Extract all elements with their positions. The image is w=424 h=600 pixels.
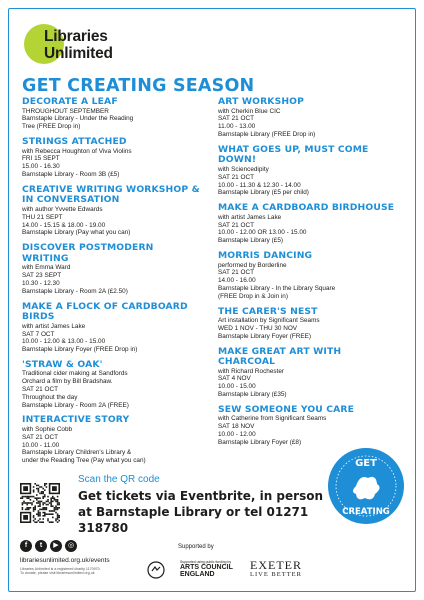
- badge-top-text: GET: [355, 458, 377, 469]
- event-detail: Barnstaple Library Foyer (£8): [218, 438, 302, 446]
- exeter-big-text: EXETER: [250, 558, 302, 572]
- event-detail: Barnstaple Library Foyer (FREE): [218, 332, 312, 340]
- event-title: CREATIVE WRITING WORKSHOP & IN CONVERSATION: [22, 183, 200, 206]
- scan-qr-text: Scan the QR code: [78, 474, 160, 485]
- event-item: [22, 302, 202, 354]
- youtube-icon[interactable]: ▶: [50, 540, 62, 552]
- event-item: [218, 97, 398, 139]
- event-detail: 10.00 - 12.00: [218, 431, 256, 439]
- event-detail: with Sophie Cobb: [22, 426, 73, 434]
- instagram-icon[interactable]: ◎: [65, 540, 77, 552]
- event-detail: THU 21 SEPT: [22, 213, 63, 221]
- event-title: MORRIS DANCING: [218, 249, 313, 261]
- event-detail: Barnstaple Library - In the Library Square: [218, 284, 336, 292]
- event-detail: Barnstaple Library (£35): [218, 391, 287, 399]
- ace-line-2: ENGLAND: [180, 571, 215, 578]
- event-detail: SAT 7 OCT: [22, 330, 55, 338]
- event-item: [218, 347, 398, 399]
- event-detail: Barnstaple Library (£5): [218, 237, 284, 245]
- event-title: MAKE A CARDBOARD BIRDHOUSE: [218, 202, 395, 214]
- event-detail: 10.00 - 12.00 OR 13.00 - 15.00: [218, 229, 307, 237]
- ace-small-text: Supported using public funding by: [180, 560, 232, 564]
- event-title: DECORATE A LEAF: [22, 96, 118, 107]
- event-item: [22, 97, 202, 131]
- event-item: [218, 307, 398, 341]
- event-detail: Tree (FREE Drop in): [22, 123, 81, 131]
- event-item: [22, 243, 202, 295]
- event-detail: Orchard a film by Bill Bradshaw.: [22, 378, 113, 386]
- event-detail: SAT 21 OCT: [218, 173, 254, 181]
- exeter-small-text: LIVE BETTER: [250, 571, 302, 578]
- event-detail: with artist James Lake: [22, 322, 86, 330]
- event-title: DISCOVER POSTMODERN WRITING: [22, 242, 154, 264]
- event-detail: with artist James Lake: [218, 213, 282, 221]
- event-title: STRINGS ATTACHED: [22, 135, 127, 147]
- event-detail: SAT 4 NOV: [218, 375, 251, 383]
- social-icons: [20, 540, 77, 552]
- event-item: [218, 145, 398, 197]
- event-detail: Barnstaple Library - Room 2A (£2.50): [22, 287, 128, 295]
- event-detail: 14.00 - 16.00: [218, 277, 256, 285]
- logo-line-1: Libraries: [44, 28, 108, 45]
- event-item: [22, 185, 202, 237]
- event-item: [22, 137, 202, 179]
- website-link[interactable]: librariesunlimited.org.uk/events: [20, 557, 110, 564]
- arts-council-logo: [180, 560, 233, 578]
- event-detail: (FREE Drop in & Join in): [218, 292, 288, 300]
- event-detail: with author Yvvette Edwards: [22, 205, 103, 213]
- event-detail: with Richard Rochester: [218, 367, 285, 375]
- event-title: MAKE GREAT ART WITH CHARCOAL: [218, 345, 342, 368]
- events-column-right: [218, 97, 398, 453]
- event-item: [218, 203, 398, 245]
- event-title: THE CARER'S NEST: [218, 305, 318, 317]
- event-title: INTERACTIVE STORY: [22, 414, 130, 426]
- event-detail: Traditional cider making at Sandfords: [22, 370, 128, 378]
- tickets-info: Get tickets via Eventbrite, in person at Barnstaple Library or tel 01271 318780: [78, 489, 324, 535]
- event-detail: Barnstaple Library - Room 2A (FREE): [22, 401, 129, 409]
- event-detail: 14.00 - 15.15 & 18.00 - 19.00: [22, 221, 106, 229]
- twitter-icon[interactable]: t: [35, 540, 47, 552]
- supported-by-label: Supported by: [178, 544, 214, 550]
- libraries-unlimited-logo: [24, 22, 134, 66]
- event-detail: SAT 23 SEPT: [22, 272, 62, 280]
- event-detail: 10.30 - 12.30: [22, 279, 60, 287]
- event-detail: with Sciencedipity: [218, 165, 269, 173]
- logo-text: [44, 28, 113, 62]
- event-detail: Barnstaple Library (£5 per child): [218, 189, 309, 197]
- event-detail: SAT 18 NOV: [218, 423, 255, 431]
- event-detail: SAT 21 OCT: [22, 386, 58, 394]
- event-detail: under the Reading Tree (Pay what you can): [22, 457, 146, 465]
- lottery-logo-icon: [146, 560, 166, 580]
- badge-bottom-text: CREATING: [342, 507, 390, 517]
- event-detail: 10.00 - 12.00 & 13.00 - 15.00: [22, 338, 106, 346]
- event-title: SEW SOMEONE YOU CARE: [218, 403, 355, 415]
- event-detail: 10.00 - 11.00: [22, 441, 60, 449]
- event-item: [22, 415, 202, 465]
- event-detail: 11.00 - 13.00: [218, 123, 256, 131]
- ace-line-1: ARTS COUNCIL: [180, 564, 233, 571]
- event-title: ART WORKSHOP: [218, 96, 305, 107]
- event-detail: Art installation by Significant Seams: [218, 317, 320, 325]
- event-detail: Barnstaple Library - Under the Reading: [22, 115, 134, 123]
- event-detail: THROUGHOUT SEPTEMBER: [22, 107, 109, 115]
- event-detail: FRI 15 SEPT: [22, 155, 60, 163]
- event-title: MAKE A FLOCK OF CARDBOARD BIRDS: [22, 300, 188, 323]
- event-detail: Barnstaple Library Foyer (FREE Drop in): [22, 346, 138, 354]
- event-detail: with Cherkin Blue CIC: [218, 107, 281, 115]
- events-column-left: [22, 97, 202, 471]
- event-item: [218, 251, 398, 301]
- event-detail: SAT 21 OCT: [218, 221, 254, 229]
- event-detail: with Rebecca Houghton of Viva Violins: [22, 147, 132, 155]
- event-detail: 15.00 - 16.30: [22, 163, 60, 171]
- get-creating-badge: [326, 446, 406, 526]
- event-title: WHAT GOES UP, MUST COME DOWN!: [218, 143, 369, 166]
- event-detail: Barnstaple Library (Pay what you can): [22, 229, 131, 237]
- charity-note: [20, 567, 130, 576]
- event-detail: SAT 21 OCT: [218, 269, 254, 277]
- event-detail: Barnstaple Library Children's Library &: [22, 449, 132, 457]
- event-detail: with Emma Ward: [22, 264, 71, 272]
- event-detail: SAT 21 OCT: [218, 115, 254, 123]
- exeter-logo: [250, 559, 302, 579]
- event-detail: performed by Borderline: [218, 261, 287, 269]
- qr-code[interactable]: [20, 483, 60, 523]
- event-detail: Barnstaple Library - Room 3B (£5): [22, 170, 120, 178]
- event-detail: with Catherine from Significant Seams: [218, 415, 327, 423]
- event-item: [218, 405, 398, 447]
- event-title: 'STRAW & OAK': [22, 358, 103, 370]
- event-detail: 10.00 - 15.00: [218, 383, 256, 391]
- facebook-icon[interactable]: f: [20, 540, 32, 552]
- charity-line-2: To donate, please visit librariesunlimited.org.uk: [20, 571, 95, 576]
- event-item: [22, 360, 202, 410]
- page-title: GET CREATING SEASON: [22, 76, 255, 96]
- event-detail: WED 1 NOV - THU 30 NOV: [218, 324, 298, 332]
- event-detail: SAT 21 OCT: [22, 433, 58, 441]
- event-detail: Throughout the day: [22, 393, 78, 401]
- event-detail: Barnstaple Library (FREE Drop in): [218, 130, 316, 138]
- event-detail: 10.00 - 11.30 & 12.30 - 14.00: [218, 181, 301, 189]
- charity-line-1: Libraries Unlimited is a registered charity 1170970.: [20, 567, 101, 571]
- logo-line-2: Unlimited: [44, 45, 113, 62]
